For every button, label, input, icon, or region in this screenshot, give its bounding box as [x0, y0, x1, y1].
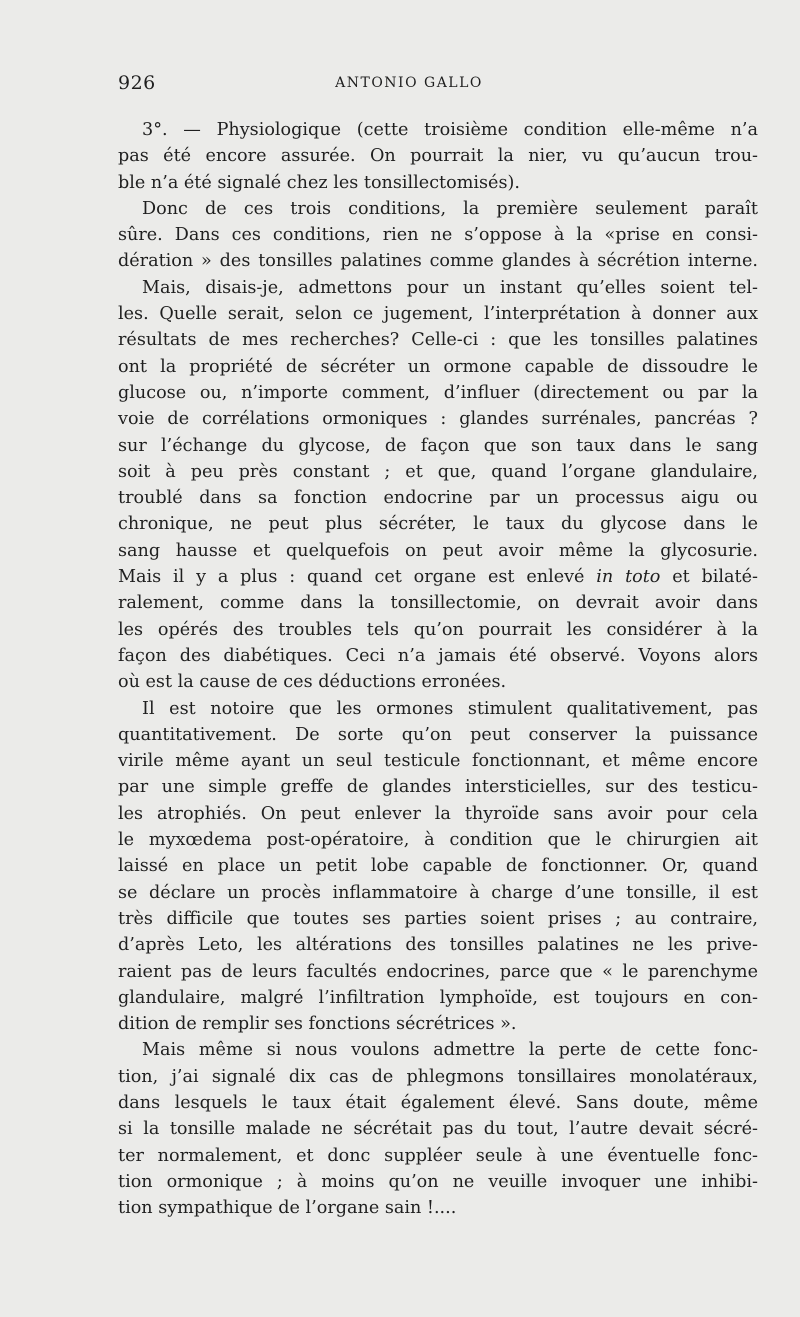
text-line: résultats de mes recherches? Celle-ci : que les tonsilles palatines — [118, 330, 758, 351]
text-line: où est la cause de ces déductions erronées. — [118, 672, 507, 693]
text-line: glucose ou, n’importe comment, d’influer (directement ou par la — [118, 382, 758, 403]
text-line: virile même ayant un seul testicule fonctionnant, et même encore — [118, 751, 758, 772]
text-line: dition de remplir ses fonctions sécrétrices ». — [118, 1014, 517, 1035]
page-number: 926 — [118, 72, 156, 94]
text-line: quantitativement. De sorte qu’on peut conserver la puissance — [118, 724, 758, 745]
text-line: les atrophiés. On peut enlever la thyroïde sans avoir pour cela — [118, 803, 758, 824]
italic-phrase: in toto — [596, 567, 661, 588]
text-line-mixed — [118, 564, 758, 590]
text-line: Mais même si nous voulons admettre la perte de cette fonc- — [142, 1040, 758, 1061]
paragraph-5 — [118, 1037, 758, 1221]
text-line: soit à peu près constant ; et que, quand l’organe glandulaire, — [118, 461, 758, 482]
text-line: ont la propriété de sécréter un ormone capable de dissoudre le — [118, 356, 758, 377]
text-line: laissé en place un petit lobe capable de fonctionner. Or, quand — [118, 856, 758, 877]
text-line: troublé dans sa fonction endocrine par un processus aigu ou — [118, 488, 758, 509]
text-line: voie de corrélations ormoniques : glandes surrénales, pancréas ? — [118, 409, 758, 430]
text-line: d’après Leto, les altérations des tonsilles palatines ne les prive- — [118, 935, 758, 956]
text-line: glandulaire, malgré l’infiltration lymphoïde, est toujours en con- — [118, 987, 758, 1008]
text-line: le myxœdema post-opératoire, à condition que le chirurgien ait — [118, 830, 758, 851]
text-line: chronique, ne peut plus sécréter, le taux du glycose dans le — [118, 514, 758, 535]
body-text — [118, 117, 758, 1221]
page-header — [118, 72, 700, 100]
text-line: ralement, comme dans la tonsillectomie, on devrait avoir dans — [118, 593, 758, 614]
text-line: dération » des tonsilles palatines comme glandes à sécrétion interne. — [118, 251, 758, 272]
text-line: les. Quelle serait, selon ce jugement, l’interprétation à donner aux — [118, 304, 758, 325]
paragraph-1 — [118, 117, 758, 196]
text-line: sûre. Dans ces conditions, rien ne s’oppose à la «prise en consi- — [118, 225, 758, 246]
text-line: dans lesquels le taux était également élevé. Sans doute, même — [118, 1092, 758, 1113]
text-line: tion, j’ai signalé dix cas de phlegmons tonsillaires monolatéraux, — [118, 1066, 758, 1087]
paragraph-2 — [118, 196, 758, 275]
paragraph-3 — [118, 275, 758, 696]
text-line: sang hausse et quelquefois on peut avoir même la glycosurie. — [118, 540, 758, 561]
paragraph-4 — [118, 696, 758, 1038]
text-line: Donc de ces trois conditions, la première seulement paraît — [142, 198, 758, 219]
text-line: tion sympathique de l’organe sain !.... — [118, 1198, 457, 1219]
text-line: Mais, disais-je, admettons pour un instant qu’elles soient tel- — [142, 277, 758, 298]
text-line: raient pas de leurs facultés endocrines, parce que « le parenchyme — [118, 961, 758, 982]
text-line: 3°. — Physiologique (cette troisième condition elle-même n’a — [142, 120, 758, 140]
text-line: ble n’a été signalé chez les tonsillectomisés). — [118, 172, 520, 193]
text-line: si la tonsille malade ne sécrétait pas du tout, l’autre devait sécré- — [118, 1119, 758, 1140]
text-line: tion ormonique ; à moins qu’on ne veuille invoquer une inhibi- — [118, 1171, 758, 1192]
running-head: ANTONIO GALLO — [335, 75, 483, 91]
text-line: pas été encore assurée. On pourrait la nier, vu qu’aucun trou- — [118, 146, 758, 167]
text-line: par une simple greffe de glandes intersticielles, sur des testicu- — [118, 777, 758, 798]
text-line: façon des diabétiques. Ceci n’a jamais été observé. Voyons alors — [118, 645, 758, 666]
text-line: ter normalement, et donc suppléer seule à une éventuelle fonc- — [118, 1145, 758, 1166]
text-line: se déclare un procès inflammatoire à charge d’une tonsille, il est — [118, 882, 758, 903]
text-line: très difficile que toutes ses parties soient prises ; au contraire, — [118, 908, 758, 929]
text-segment: Mais il y a plus : quand cet organe est enlevé — [118, 567, 585, 588]
text-line: Il est notoire que les ormones stimulent qualitativement, pas — [142, 698, 758, 719]
text-segment: et bilaté- — [672, 567, 758, 588]
text-line: sur l’échange du glycose, de façon que son taux dans le sang — [118, 435, 758, 456]
text-line: les opérés des troubles tels qu’on pourrait les considérer à la — [118, 619, 758, 640]
